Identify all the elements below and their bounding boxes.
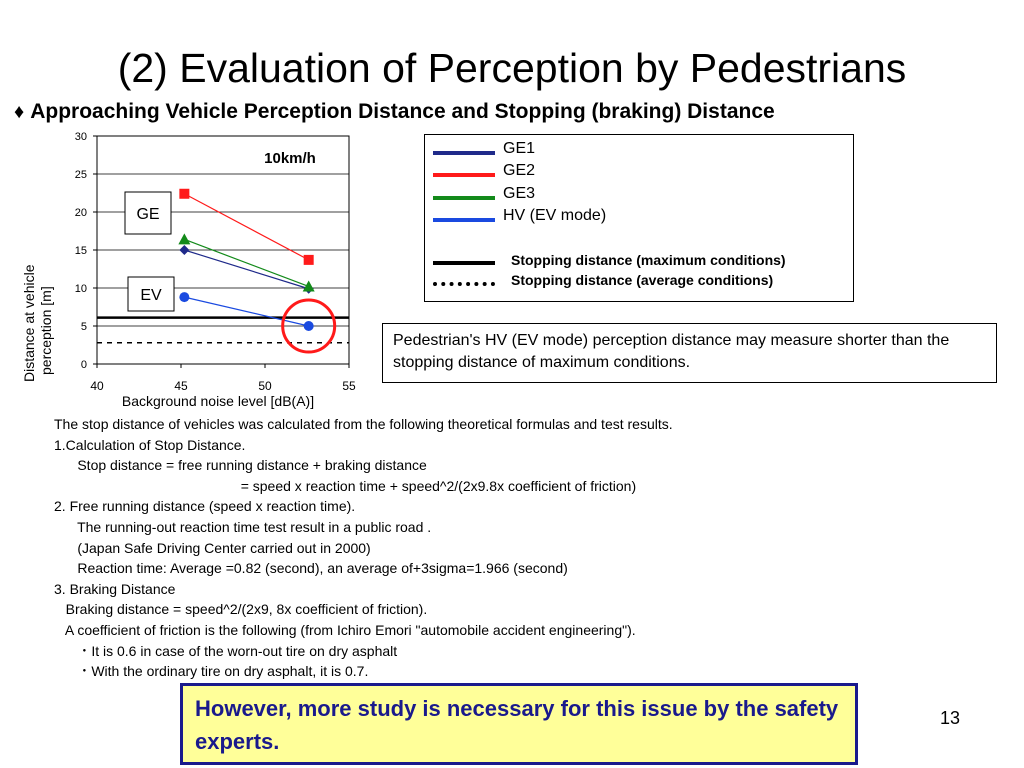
data-point	[179, 292, 189, 302]
y-axis-label-line1: Distance at vehicle	[21, 264, 37, 382]
legend-line-ge1	[433, 151, 495, 155]
data-point	[304, 255, 314, 265]
legend-line-stop-max	[433, 261, 495, 265]
y-tick-label: 10	[74, 283, 87, 295]
y-axis-label-line2: perception [m]	[38, 286, 54, 375]
y-tick-label: 0	[80, 359, 87, 371]
x-tick-label: 45	[174, 379, 188, 393]
legend-label-stop-max: Stopping distance (maximum conditions)	[511, 252, 786, 268]
legend-label-ge2: GE2	[503, 162, 536, 179]
note-line: 3. Braking Distance	[54, 580, 176, 597]
x-axis-label: Background noise level [dB(A)]	[121, 393, 315, 409]
y-tick-label: 5	[80, 321, 87, 333]
x-tick-label: 50	[258, 379, 272, 393]
note-line: The running-out reaction time test result in a public road .	[54, 518, 432, 535]
note-line: Stop distance = free running distance + braking distance	[54, 457, 427, 474]
diamond-bullet-icon: ♦	[14, 101, 25, 123]
y-tick-label: 25	[74, 169, 87, 181]
note-line: ・It is 0.6 in case of the worn-out tire on dry asphalt	[54, 642, 398, 659]
group-label-ge: GE	[136, 206, 160, 223]
subtitle-text: Approaching Vehicle Perception Distance and Stopping (braking) Distance	[30, 100, 775, 123]
note-line: A coefficient of friction is the following (from Ichiro Emori "automobile accident engineering").	[54, 621, 636, 638]
y-tick-label: 15	[74, 245, 87, 257]
legend-label-ge1: GE1	[503, 140, 536, 157]
observation-note-box: Pedestrian's HV (EV mode) perception distance may measure shorter than the stopping distance of maximum conditions.	[382, 323, 997, 383]
legend-line-stop-avg	[433, 282, 495, 286]
x-tick-label: 55	[342, 379, 356, 393]
chart-legend	[424, 134, 854, 302]
note-line: (Japan Safe Driving Center carried out in 2000)	[54, 539, 371, 556]
chart-annotation: 10km/h	[264, 150, 316, 167]
note-line: ・With the ordinary tire on dry asphalt, it is 0.7.	[54, 663, 369, 680]
legend-label-stop-avg: Stopping distance (average conditions)	[511, 272, 774, 288]
y-tick-label: 20	[74, 207, 87, 219]
perception-distance-chart	[0, 120, 370, 415]
page-number: 13	[940, 708, 961, 728]
legend-line-ge2	[433, 173, 495, 177]
x-tick-label: 40	[90, 379, 104, 393]
slide-title: (2) Evaluation of Perception by Pedestrians	[117, 45, 907, 91]
group-label-ev: EV	[140, 287, 162, 304]
legend-label-hv: HV (EV mode)	[503, 207, 607, 224]
legend-label-ge3: GE3	[503, 185, 536, 202]
note-line: The stop distance of vehicles was calculated from the following theoretical formulas and test results.	[54, 416, 673, 432]
note-line: 1.Calculation of Stop Distance.	[54, 436, 246, 453]
conclusion-callout: However, more study is necessary for this issue by the safety experts.	[180, 683, 858, 765]
legend-line-ge3	[433, 196, 495, 200]
note-line: 2. Free running distance (speed x reaction time).	[54, 498, 356, 515]
note-line: Braking distance = speed^2/(2x9, 8x coefficient of friction).	[54, 601, 428, 618]
calculation-notes	[54, 414, 673, 682]
data-point	[179, 189, 189, 199]
note-line: Reaction time: Average =0.82 (second), an average of+3sigma=1.966 (second)	[54, 560, 568, 577]
note-line: = speed x reaction time + speed^2/(2x9.8x coefficient of friction)	[54, 477, 637, 494]
y-tick-label: 30	[74, 131, 87, 143]
data-point	[304, 321, 314, 331]
legend-line-hv	[433, 218, 495, 222]
